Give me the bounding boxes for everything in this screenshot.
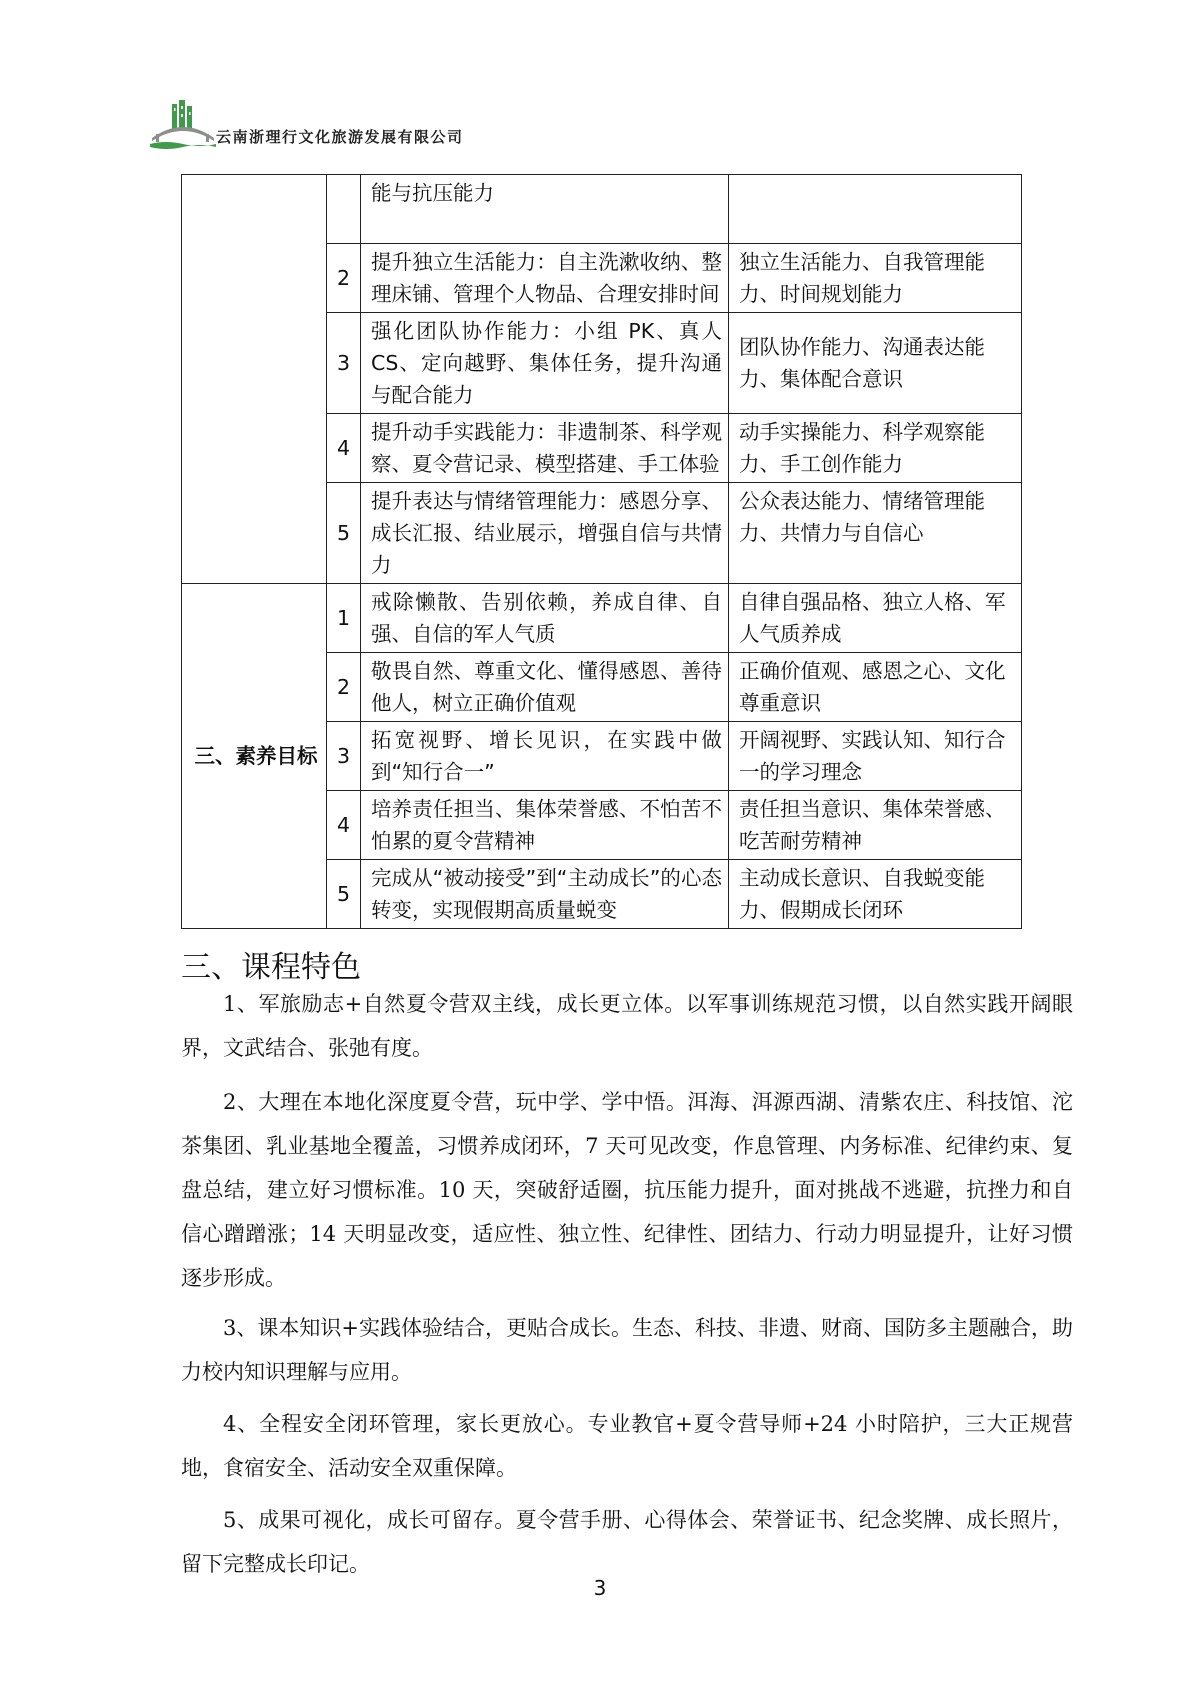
row-result: 责任担当意识、集体荣誉感、吃苦耐劳精神 bbox=[729, 791, 1022, 860]
pagoda-bridge-logo-icon bbox=[150, 98, 216, 150]
paragraph-3: 3、课本知识+实践体验结合，更贴合成长。生态、科技、非遗、财商、国防多主题融合，助力校内知识理解与应用。 bbox=[181, 1316, 1073, 1384]
page-number: 3 bbox=[593, 1576, 607, 1600]
paragraph-2: 2、大理在本地化深度夏令营，玩中学、学中悟。洱海、洱源西湖、清紫农庄、科技馆、沱茶集团、乳业基地全覆盖，习惯养成闭环，7 天可见改变，作息管理、内务标准、纪律约束、复盘总结，建立好习惯标准。10 天，突破舒适圈，抗压能力提升，面对挑战不逃避，抗挫力和自信心蹭蹭涨；14 天明显改变，适应性、独立性、纪律性、团结力、行动力明显提升，让好习惯逐步形成。 bbox=[181, 1090, 1073, 1290]
row-result: 动手实操能力、科学观察能力、手工创作能力 bbox=[729, 414, 1022, 483]
row-description: 培养责任担当、集体荣誉感、不怕苦不怕累的夏令营精神 bbox=[361, 791, 729, 860]
row-description: 提升动手实践能力：非遗制茶、科学观察、夏令营记录、模型搭建、手工体验 bbox=[361, 414, 729, 483]
row-number: 4 bbox=[327, 414, 361, 483]
row-description: 能与抗压能力 bbox=[361, 175, 729, 244]
row-description: 戒除懒散、告别依赖，养成自律、自强、自信的军人气质 bbox=[361, 584, 729, 653]
row-number: 1 bbox=[327, 584, 361, 653]
row-number: 2 bbox=[327, 244, 361, 313]
row-result: 正确价值观、感恩之心、文化尊重意识 bbox=[729, 653, 1022, 722]
row-number bbox=[327, 175, 361, 244]
row-result: 开阔视野、实践认知、知行合一的学习理念 bbox=[729, 722, 1022, 791]
company-name: 云南浙理行文化旅游发展有限公司 bbox=[216, 128, 464, 146]
table-row bbox=[182, 175, 1022, 244]
goals-table bbox=[181, 174, 1022, 929]
page-header bbox=[150, 98, 490, 150]
category-cell-continued bbox=[182, 175, 327, 584]
row-result bbox=[729, 175, 1022, 244]
row-number: 5 bbox=[327, 483, 361, 584]
row-description: 强化团队协作能力：小组 PK、真人 CS、定向越野、集体任务，提升沟通与配合能力 bbox=[361, 313, 729, 414]
row-description: 完成从“被动接受”到“主动成长”的心态转变，实现假期高质量蜕变 bbox=[361, 860, 729, 929]
row-number: 5 bbox=[327, 860, 361, 929]
row-result: 团队协作能力、沟通表达能力、集体配合意识 bbox=[729, 313, 1022, 414]
section-title: 三、课程特色 bbox=[181, 950, 361, 985]
category-cell: 三、素养目标 bbox=[182, 584, 327, 929]
paragraph-1: 1、军旅励志+自然夏令营双主线，成长更立体。以军事训练规范习惯，以自然实践开阔眼界，文武结合、张弛有度。 bbox=[181, 992, 1073, 1060]
row-result: 主动成长意识、自我蜕变能力、假期成长闭环 bbox=[729, 860, 1022, 929]
row-number: 2 bbox=[327, 653, 361, 722]
row-description: 拓宽视野、增长见识，在实践中做到“知行合一” bbox=[361, 722, 729, 791]
row-number: 3 bbox=[327, 722, 361, 791]
row-number: 3 bbox=[327, 313, 361, 414]
row-description: 提升独立生活能力：自主洗漱收纳、整理床铺、管理个人物品、合理安排时间 bbox=[361, 244, 729, 313]
row-result: 独立生活能力、自我管理能力、时间规划能力 bbox=[729, 244, 1022, 313]
row-result: 公众表达能力、情绪管理能力、共情力与自信心 bbox=[729, 483, 1022, 584]
table-row bbox=[182, 584, 1022, 653]
row-result: 自律自强品格、独立人格、军人气质养成 bbox=[729, 584, 1022, 653]
paragraph-4: 4、全程安全闭环管理，家长更放心。专业教官+夏令营导师+24 小时陪护，三大正规营地，食宿安全、活动安全双重保障。 bbox=[181, 1412, 1073, 1480]
row-number: 4 bbox=[327, 791, 361, 860]
row-description: 敬畏自然、尊重文化、懂得感恩、善待他人，树立正确价值观 bbox=[361, 653, 729, 722]
paragraph-5: 5、成果可视化，成长可留存。夏令营手册、心得体会、荣誉证书、纪念奖牌、成长照片，留下完整成长印记。 bbox=[181, 1508, 1073, 1576]
row-description: 提升表达与情绪管理能力：感恩分享、成长汇报、结业展示，增强自信与共情力 bbox=[361, 483, 729, 584]
